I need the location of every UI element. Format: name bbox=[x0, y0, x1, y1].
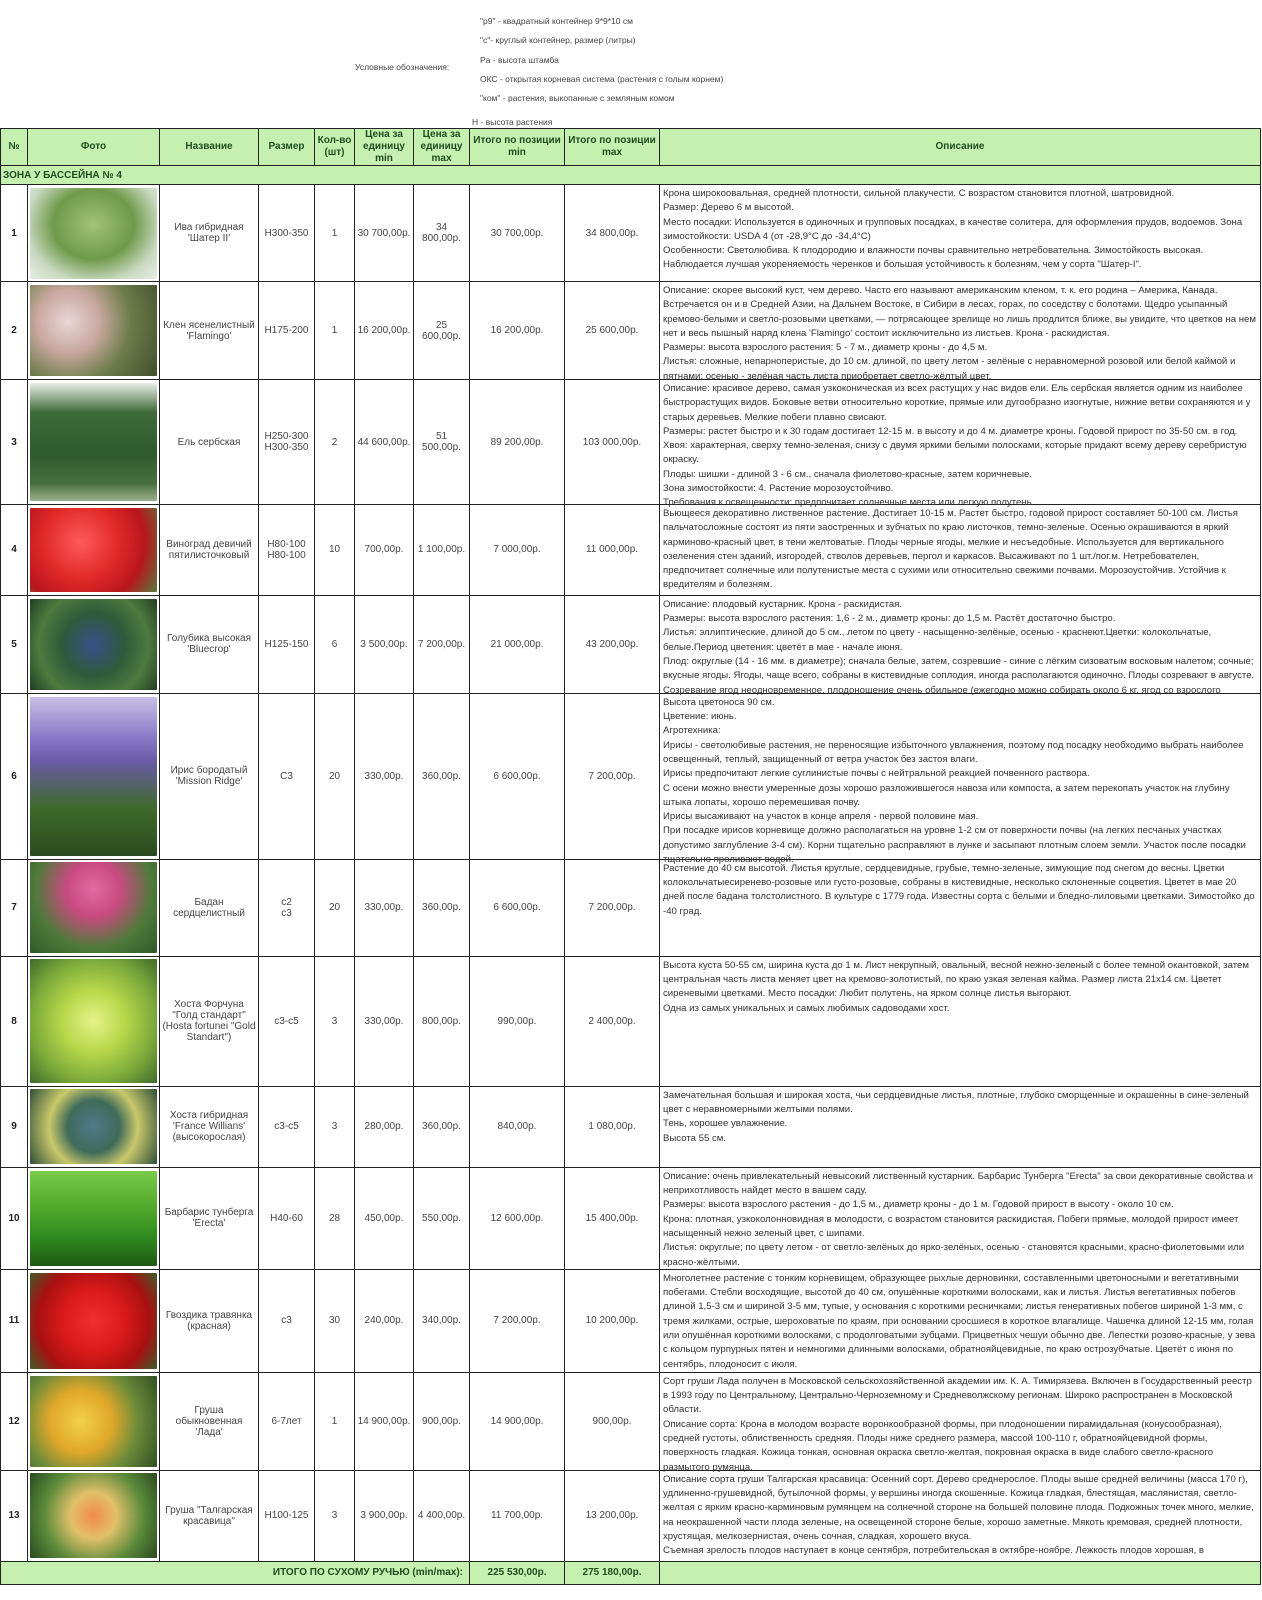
row-desc-text: Описание: скорее высокий куст, чем дерево. Часто его называют американским кленом, т. к. его родина – Америка, Канада. Встречается он и в Средней Азии, на Дальнем Востоке, в Сибири в лесах, горах, по соседству с болотами. Щедро усыпанный кремово-белыми и светло-розовыми цветками, — потрясающее зрелище но лишь продлится ближе, вы увидите, что цветков на нем нет и весь пышный наряд клена 'Flamingo' состоит исключительно из листьев. Крона - раскидистая. Размеры: высота взрослого растения: 5 - 7 м., диаметр кроны - до 4,5 м. Листья: сложные, непарноперистые, до 10 см. длиной, по цвету летом - зелёные с неравномерной розовой или белой каймой и пятнами; осенью - зелёная часть листа приобретает светло-жёлтый цвет. bbox=[663, 285, 1256, 382]
row-num: 9 bbox=[1, 1086, 28, 1167]
table-row bbox=[1, 282, 1261, 380]
row-price-min: 3 500,00р. bbox=[355, 595, 414, 693]
row-qty: 3 bbox=[315, 1470, 355, 1561]
willow-photo bbox=[30, 188, 157, 279]
row-desc-text: Описание: плодовый кустарник. Крона - раскидистая. Размеры: высота взрослого растения: 1,6 - 2 м., диаметр кроны: до 1,5 м. Растёт достаточно быстро. Листья: эллиптические, длиной до 5 см., летом по цвету - насыщенно-зелёные, осенью - краснеют.Цветки: колокольчатые, белые.Период цветения: цветёт в мае - начале июня. Плод: округлые (14 - 16 мм. в диаметре); сначала белые, затем, созревшие - синие с лёгким сизоватым восковым налетом; сочные; вкусные ягоды. Ягоды, чаще всего, собраны в кистевидные соплодия, иногда располагаются одиночно. Плоды созревают в августе. Созревание ягод неодновременное, плодоношение очень обильное (ежегодно можно собирать около 6 кг. ягод со взрослого bbox=[663, 598, 1255, 696]
row-qty: 10 bbox=[315, 505, 355, 596]
row-total-max: 1 080,00р. bbox=[565, 1086, 660, 1167]
row-size: c2 c3 bbox=[259, 859, 315, 956]
row-desc-text: Описание: красивое дерево, самая узкоконическая из всех растущих у нас видов ели. Ель сербская является одним из наиболее быстрорастущих видов. Боковые ветви относительно короткие, прямые или дугообразно изогнутые, нижние ветви сохраняются и у старых деревьев. Мелкие побеги плавно свисают. Размеры: растет быстро и к 30 годам достигает 12-15 м. в высоту и до 4 м. диаметре кроны. Годовой прирост по 35-50 см. в год. Хвоя: характерная, сверху темно-зеленая, снизу с двумя яркими белыми полосками, которые придают всему дереву серебристую окраску. Плоды: шишки - длиной 3 - 6 см., сначала фиолетово-красные, затем коричневые. Зона зимостойкости: 4. Растение морозоустойчиво. Требования к освещенности: предпочитает солнечные места или легкую полутень. bbox=[663, 383, 1251, 509]
total-empty bbox=[660, 1561, 1261, 1584]
header-desc: Описание bbox=[660, 129, 1261, 166]
row-price-max: 7 200,00р. bbox=[414, 595, 470, 693]
legend-h-note: H - высота растения bbox=[472, 117, 553, 127]
row-photo bbox=[28, 956, 160, 1086]
row-total-min: 12 600,00р. bbox=[470, 1167, 565, 1269]
row-desc bbox=[660, 693, 1261, 866]
row-desc bbox=[660, 380, 1261, 509]
row-total-max: 7 200,00р. bbox=[565, 859, 660, 956]
row-total-max: 103 000,00р. bbox=[565, 380, 660, 505]
row-total-max: 11 000,00р. bbox=[565, 505, 660, 596]
legend-list bbox=[480, 12, 723, 108]
row-price-max: 900,00р. bbox=[414, 1372, 470, 1470]
row-total-max: 900,00р. bbox=[565, 1372, 660, 1470]
row-photo bbox=[28, 505, 160, 596]
row-qty: 6 bbox=[315, 595, 355, 693]
row-price-min: 30 700,00р. bbox=[355, 185, 414, 282]
table-row bbox=[1, 1086, 1261, 1167]
legend-item: Pa - высота штамба bbox=[480, 54, 559, 65]
table-row bbox=[1, 1372, 1261, 1470]
row-total-min: 11 700,00р. bbox=[470, 1470, 565, 1561]
row-num: 7 bbox=[1, 859, 28, 956]
badan-photo bbox=[30, 862, 157, 953]
header-total-min: Итого по позиции min bbox=[470, 129, 565, 166]
row-price-max: 25 600,00р. bbox=[414, 282, 470, 380]
row-size: H125-150 bbox=[259, 595, 315, 693]
row-name: Голубика высокая 'Bluecrop' bbox=[160, 595, 259, 693]
row-desc bbox=[660, 505, 1261, 596]
row-desc-text: Высота цветоноса 90 см. Цветение: июнь. Агротехника: Ирисы - светолюбивые растения, не переносящие избыточного увлажнения, поэтому под посадку необходимо выбрать наиболее освещенный, теплый, защищенный от ветра участок без застоя влаги. Ирисы предпочитают легкие суглинистые почвы с нейтральной реакцией почвенного раствора. С осени можно внести умеренные дозы хорошо разложившегося навоза или компоста, а затем перекопать участок на глубину штыка лопаты, хорошо перемешивая почву. Ирисы высаживают на участок в конце апреля - первой половине мая. При посадке ирисов корневище должно располагаться на уровне 1-2 см от поверхности почвы (на легких песчаных участках допустимо заглубление 3-4 см). Корни тщательно расправляют в лунке и засыпают плотным слоем земли. Участок после посадки тщательно проливают водой. bbox=[663, 696, 1246, 866]
table-row bbox=[1, 505, 1261, 596]
row-size: 6-7лет bbox=[259, 1372, 315, 1470]
row-total-min: 840,00р. bbox=[470, 1086, 565, 1167]
row-total-max: 34 800,00р. bbox=[565, 185, 660, 282]
row-num: 2 bbox=[1, 282, 28, 380]
header-num: № bbox=[1, 129, 28, 166]
row-photo bbox=[28, 693, 160, 859]
row-desc bbox=[660, 1086, 1261, 1167]
row-name: Ель сербская bbox=[160, 380, 259, 505]
table-row bbox=[1, 1470, 1261, 1561]
row-desc bbox=[660, 595, 1261, 696]
table-row bbox=[1, 1269, 1261, 1372]
row-num: 10 bbox=[1, 1167, 28, 1269]
row-name: Хоста гибридная 'France Willians' (высокорослая) bbox=[160, 1086, 259, 1167]
row-qty: 1 bbox=[315, 185, 355, 282]
row-desc-text: Замечательная большая и широкая хоста, чьи сердцевидные листья, плотные, глубоко сморщенные и окрашенны в сине-зеленый цвет с неравномерными желтыми полями. Тень, хорошее увлажнение. Высота 55 см. bbox=[663, 1089, 1249, 1144]
row-desc-text: Вьющееся декоративно лиственное растение. Достигает 10-15 м. Растет быстро, годовой прирост составляет 50-100 см. Листья пальчатосложные состоят из пяти заостренных и зубчатых по краю листочков, темно-зеленые. Осенью окрашиваются в яркий карминово-красный цвет, в тени желтоватые. Плоды черные ягоды, мелкие и несъедобные. Используется для вертикального озеленения стен зданий, изгородей, стволов деревьев, пергол и каркасов. Высаживают по 1 шт./пог.м. Нетребователен, предпочитает солнечные или полутенистые места с сухими или относительно свежими почвами. Морозоустойчив. Устойчив к вредителям и болезням. bbox=[663, 508, 1239, 591]
row-num: 5 bbox=[1, 595, 28, 693]
hosta-gold-photo bbox=[30, 959, 157, 1083]
plant-table bbox=[0, 128, 1261, 1585]
row-num: 12 bbox=[1, 1372, 28, 1470]
row-total-min: 30 700,00р. bbox=[470, 185, 565, 282]
row-num: 1 bbox=[1, 185, 28, 282]
row-desc-text: Описание сорта груши Талгарская красавица: Осенний сорт. Дерево среднерослое. Плоды выше средней величины (масса 170 г), удлиненно-грушевидной, бутылочной формы, у вершины иногда скошенные. Кожица гладкая, блестящая, маслянистая, светло-желтая с ярким красно-карминовым румянцем на солнечной стороне на большей половине плода. Подкожных точек много, мелкие, на неокрашенной части плода зеленые, на освещенной стороне белые, хорошо заметные. Мякоть кремовая, средней плотности, хрустящая, мелкозернистая, очень сочная, сладкая, хорошего вкуса. Съемная зрелость плодов наступает в конце сентября, потребительская в октябре-ноябре. Лежкость плодов хорошая, в bbox=[663, 1473, 1254, 1557]
row-photo bbox=[28, 1167, 160, 1269]
barberry-photo bbox=[30, 1171, 157, 1266]
row-qty: 1 bbox=[315, 282, 355, 380]
pear-talgar-photo bbox=[30, 1473, 157, 1558]
row-price-min: 14 900,00р. bbox=[355, 1372, 414, 1470]
row-price-min: 16 200,00р. bbox=[355, 282, 414, 380]
row-price-max: 4 400,00р. bbox=[414, 1470, 470, 1561]
row-total-min: 990,00р. bbox=[470, 956, 565, 1086]
row-desc bbox=[660, 859, 1261, 956]
row-price-min: 240,00р. bbox=[355, 1269, 414, 1372]
row-total-max: 43 200,00р. bbox=[565, 595, 660, 693]
row-desc-text: Описание: очень привлекательный невысокий лиственный кустарник. Барбарис Тунберга "Erecta" за свои декоративные свойства и неприхотливость найдет место в вашем саду. Размеры: высота взрослого растения - до 1,5 м., диаметр кроны - до 1 м. Годовой прирост в высоту - около 10 см. Крона: плотная, узкоколонновидная в молодости, с возрастом становится раскидистая. Побеги прямые, молодой прирост имеет насыщенный нежно зеленый цвет, с шипами. Листья: округлые; по цвету летом - от светло-зелёных до ярко-зелёных, осенью - становятся красными, красно-фиолетовыми или красно-жёлтыми. bbox=[663, 1170, 1253, 1268]
row-photo bbox=[28, 282, 160, 380]
row-price-max: 1 100,00р. bbox=[414, 505, 470, 596]
table-row bbox=[1, 185, 1261, 282]
row-desc-text: Многолетнее растение с тонким корневищем, образующее рыхлые дерновинки, составленными цветоносными и вегетативными побегами. Стебли восходящие, высотой до 40 см, опушённые короткими волосками, как и листья. Листья вегетативных побегов длиной 1,5-3 см и шириной 3-5 мм, тупые, у основания с короткими ресничками; листья генеративных побегов шириной 1-3 мм, с тремя жилками, острые, шероховатые по краям, при основании сросшиеся в короткое влагалище. Чашечка длиной 12-15 мм, голая или опушённая короткими волосками, с продолговатыми зубцами. Прицветных чешуи обычно две. Лепестки розово-красные, у зева с кольцом пурпурных пятен и немногими длинными волосками, обратнояйцевидные, по краю острозубчатые. Цветёт с июня по сентябрь, плодоносит с июля. bbox=[663, 1272, 1256, 1370]
row-num: 8 bbox=[1, 956, 28, 1086]
legend-item: "ком" - растения, выкопанные с земляным комом bbox=[480, 93, 675, 104]
row-desc bbox=[660, 1167, 1261, 1269]
row-price-max: 800,00р. bbox=[414, 956, 470, 1086]
row-name: Барбарис тунберга 'Erecta' bbox=[160, 1167, 259, 1269]
row-total-min: 89 200,00р. bbox=[470, 380, 565, 505]
row-qty: 30 bbox=[315, 1269, 355, 1372]
row-name: Груша "Талгарская красавица" bbox=[160, 1470, 259, 1561]
row-size: c3-c5 bbox=[259, 956, 315, 1086]
row-qty: 3 bbox=[315, 1086, 355, 1167]
blueberry-photo bbox=[30, 599, 157, 690]
row-photo bbox=[28, 859, 160, 956]
row-desc bbox=[660, 1372, 1261, 1473]
row-total-max: 25 600,00р. bbox=[565, 282, 660, 380]
row-price-min: 450,00р. bbox=[355, 1167, 414, 1269]
row-price-min: 700,00р. bbox=[355, 505, 414, 596]
row-price-min: 330,00р. bbox=[355, 693, 414, 859]
row-photo bbox=[28, 380, 160, 505]
row-desc bbox=[660, 956, 1261, 1086]
row-total-min: 14 900,00р. bbox=[470, 1372, 565, 1470]
row-photo bbox=[28, 1086, 160, 1167]
row-qty: 20 bbox=[315, 859, 355, 956]
spruce-photo bbox=[30, 383, 157, 501]
table-row bbox=[1, 859, 1261, 956]
row-qty: 28 bbox=[315, 1167, 355, 1269]
legend-item: "p9" - квадратный контейнер 9*9*10 см bbox=[480, 16, 633, 26]
row-qty: 2 bbox=[315, 380, 355, 505]
row-name: Хоста Форчуна "Голд стандарт" (Hosta fortunei "Gold Standart") bbox=[160, 956, 259, 1086]
row-price-max: 340,00р. bbox=[414, 1269, 470, 1372]
row-qty: 1 bbox=[315, 1372, 355, 1470]
row-price-max: 34 800,00р. bbox=[414, 185, 470, 282]
table-row bbox=[1, 1167, 1261, 1269]
row-size: H80-100 H80-100 bbox=[259, 505, 315, 596]
legend-label: Условные обозначения: bbox=[355, 62, 450, 72]
row-total-min: 6 600,00р. bbox=[470, 859, 565, 956]
row-price-max: 360,00р. bbox=[414, 859, 470, 956]
row-total-max: 15 400,00р. bbox=[565, 1167, 660, 1269]
row-desc-text: Крона широкоовальная, средней плотности, сильной плакучести. С возрастом становится плотной, шатровидной. Размер: Дерево 6 м высотой. Место посадки: Используется в одиночных и групповых посадках, в качестве солитера, для оформления прудов, водоемов. Зона зимостойкости: USDA 4 (от -28,9°C до -34,4°C) Особенности: Светолюбива. К плодородию и влажности почвы сравнительно нетребовательна. Зимостойкость высокая. Наблюдается лучшая укореняемость черенков и большая устойчивость к болезням, чем у сорта "Шатер-I". bbox=[663, 188, 1243, 271]
row-price-max: 550,00р. bbox=[414, 1167, 470, 1269]
total-label: ИТОГО ПО СУХОМУ РУЧЬЮ (min/max): bbox=[1, 1561, 470, 1584]
row-desc-text: Растение до 40 см высотой. Листья круглые, сердцевидные, грубые, темно-зеленые, зимующие под снегом до весны. Цветки колокольчатыесиренево-розовые или густо-розовые, собраны в кистевидные, несколько склоненные соцветия. Цветет в мае 20 дней после бадана толстолистного. В культуре с 1779 года. Известны сорта с белыми и бледно-лиловыми цветками. Зимостойко до -40 град. bbox=[663, 862, 1255, 917]
row-name: Клен ясенелистный 'Flamingo' bbox=[160, 282, 259, 380]
row-num: 4 bbox=[1, 505, 28, 596]
row-desc bbox=[660, 185, 1261, 282]
table-row bbox=[1, 380, 1261, 505]
legend-item: "c"- круглый контейнер, размер (литры) bbox=[480, 35, 636, 46]
header-photo: Фото bbox=[28, 129, 160, 166]
legend-item: ОКС - открытая корневая система (растения с голым корнем) bbox=[480, 73, 724, 84]
row-desc bbox=[660, 1269, 1261, 1372]
row-size: C3 bbox=[259, 693, 315, 859]
row-name: Бадан сердцелистный bbox=[160, 859, 259, 956]
row-size: c3-c5 bbox=[259, 1086, 315, 1167]
iris-photo bbox=[30, 697, 157, 856]
row-desc-text: Высота куста 50-55 см, ширина куста до 1 м. Лист некрупный, овальный, весной нежно-зеленый с более темной окантовкой, затем центральная часть листа меняет цвет на кремово-золотистый, по краю узкая зеленая кайма. Размер листа 21х14 см. Цветет сиреневыми цветками. Место посадки: Любит полутень, на ярком солнце листья выгорают. Одна из самых уникальных и самых любимых садоводами хост. bbox=[663, 959, 1249, 1014]
maple-photo bbox=[30, 285, 157, 376]
row-total-min: 16 200,00р. bbox=[470, 282, 565, 380]
row-name: Груша обыкновенная 'Лада' bbox=[160, 1372, 259, 1470]
header-price-max: Цена за единицу max bbox=[414, 129, 470, 166]
header-total-max: Итого по позиции max bbox=[565, 129, 660, 166]
table-row bbox=[1, 595, 1261, 693]
row-desc bbox=[660, 282, 1261, 380]
row-price-min: 3 900,00р. bbox=[355, 1470, 414, 1561]
row-price-max: 360,00р. bbox=[414, 693, 470, 859]
row-price-min: 280,00р. bbox=[355, 1086, 414, 1167]
row-num: 11 bbox=[1, 1269, 28, 1372]
row-total-max: 2 400,00р. bbox=[565, 956, 660, 1086]
row-total-min: 7 000,00р. bbox=[470, 505, 565, 596]
row-num: 13 bbox=[1, 1470, 28, 1561]
row-size: H300-350 bbox=[259, 185, 315, 282]
header-price-min: Цена за единицу min bbox=[355, 129, 414, 166]
row-photo bbox=[28, 185, 160, 282]
table-row bbox=[1, 956, 1261, 1086]
row-size: H100-125 bbox=[259, 1470, 315, 1561]
row-total-min: 6 600,00р. bbox=[470, 693, 565, 859]
carnation-photo bbox=[30, 1273, 157, 1369]
row-size: c3 bbox=[259, 1269, 315, 1372]
header-size: Размер bbox=[259, 129, 315, 166]
table-row bbox=[1, 693, 1261, 859]
row-qty: 20 bbox=[315, 693, 355, 859]
row-price-max: 360,00р. bbox=[414, 1086, 470, 1167]
row-name: Виноград девичий пятилисточковый bbox=[160, 505, 259, 596]
row-name: Гвоздика травянка (красная) bbox=[160, 1269, 259, 1372]
row-size: H250-300 H300-350 bbox=[259, 380, 315, 505]
row-num: 6 bbox=[1, 693, 28, 859]
total-min: 225 530,00р. bbox=[470, 1561, 565, 1584]
row-total-max: 7 200,00р. bbox=[565, 693, 660, 859]
row-size: H175-200 bbox=[259, 282, 315, 380]
row-total-max: 13 200,00р. bbox=[565, 1470, 660, 1561]
row-price-min: 44 600,00р. bbox=[355, 380, 414, 505]
row-price-min: 330,00р. bbox=[355, 956, 414, 1086]
row-qty: 3 bbox=[315, 956, 355, 1086]
row-photo bbox=[28, 1269, 160, 1372]
row-desc-text: Сорт груши Лада получен в Московской сельскохозяйственной академии им. К. А. Тимирязева. Включен в Государственный реестр в 1993 году по Центральному, Центрально-Черноземному и Средневолжскому регионам. Широко распространен в Московской области. Описание сорта: Крона в молодом возрасте воронкообразной формы, при плодоношении пирамидальная (конусообразная), средней густоты, облиственность средняя. Плоды ниже среднего размера, массой 100-110 г, обратнояйцевидной формы, поверхность гладкая. Кожица тонкая, основная окраска светло-желтая, покровная окраска в виде слабого светло-красного размытого румянца. bbox=[663, 1375, 1252, 1473]
header-qty: Кол-во (шт) bbox=[315, 129, 355, 166]
grape-photo bbox=[30, 508, 157, 592]
row-name: Ирис бородатый 'Mission Ridge' bbox=[160, 693, 259, 859]
total-max: 275 180,00р. bbox=[565, 1561, 660, 1584]
row-total-min: 7 200,00р. bbox=[470, 1269, 565, 1372]
hosta-france-photo bbox=[30, 1089, 157, 1164]
row-name: Ива гибридная 'Шатер II' bbox=[160, 185, 259, 282]
row-price-min: 330,00р. bbox=[355, 859, 414, 956]
row-photo bbox=[28, 1372, 160, 1470]
pear-lada-photo bbox=[30, 1376, 157, 1467]
row-photo bbox=[28, 595, 160, 693]
row-total-min: 21 000,00р. bbox=[470, 595, 565, 693]
row-photo bbox=[28, 1470, 160, 1561]
zone-title: ЗОНА У БАССЕЙНА № 4 bbox=[1, 166, 1261, 185]
row-total-max: 10 200,00р. bbox=[565, 1269, 660, 1372]
header-name: Название bbox=[160, 129, 259, 166]
row-num: 3 bbox=[1, 380, 28, 505]
row-price-max: 51 500,00р. bbox=[414, 380, 470, 505]
row-desc bbox=[660, 1470, 1261, 1561]
row-size: H40-60 bbox=[259, 1167, 315, 1269]
